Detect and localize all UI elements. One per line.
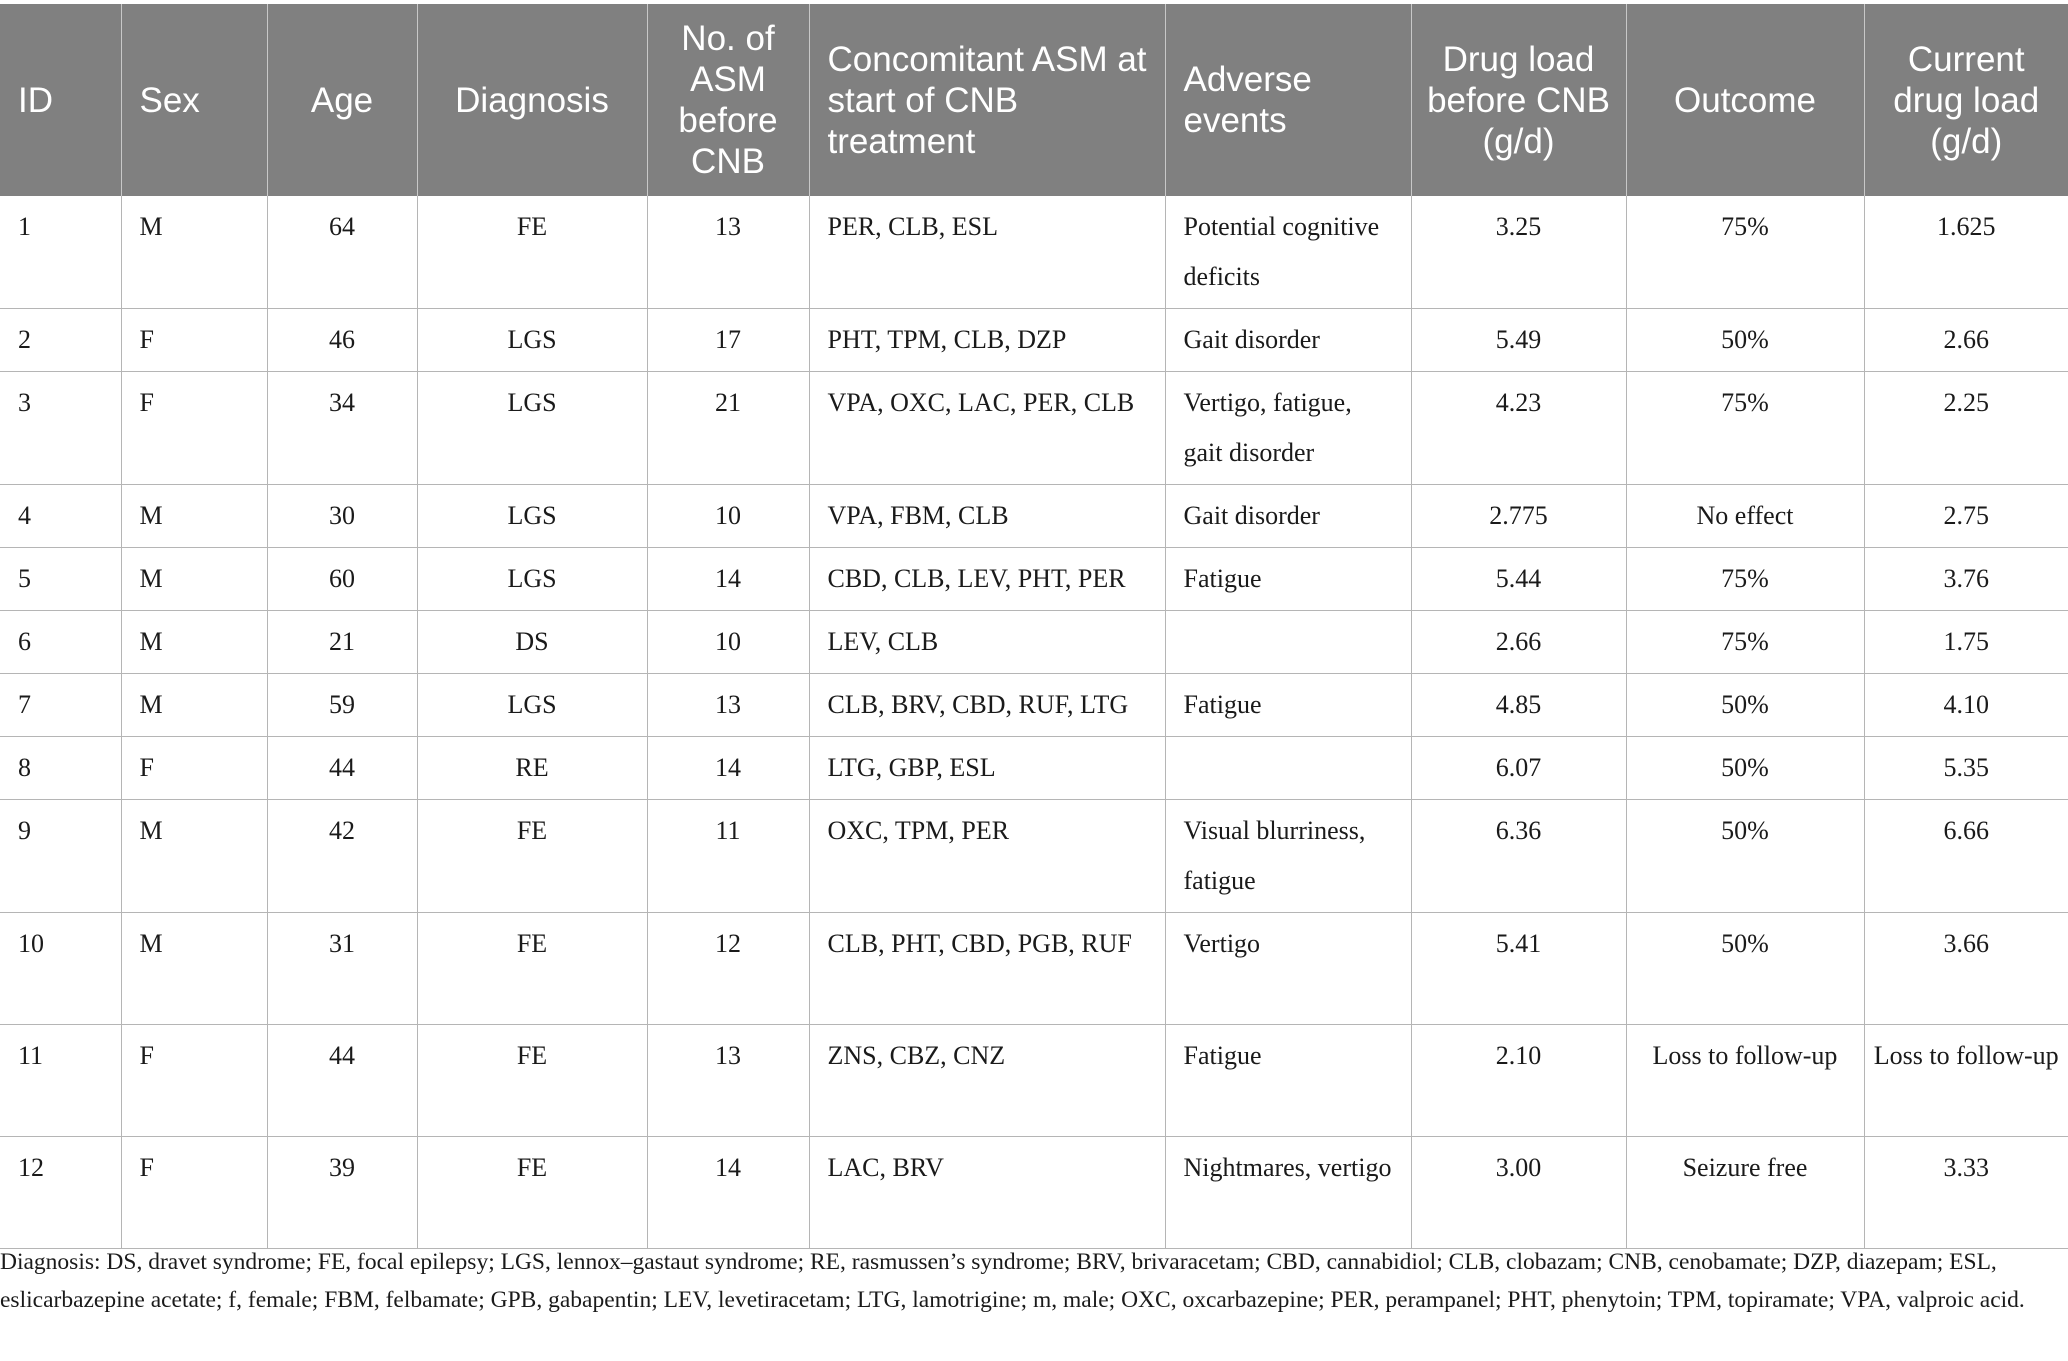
cell-age: 44 [267, 737, 417, 800]
cell-diagnosis: LGS [417, 548, 647, 611]
cell-current-load: 1.75 [1864, 611, 2068, 674]
header-outcome: Outcome [1626, 4, 1864, 196]
cell-age: 59 [267, 674, 417, 737]
table-row [0, 1137, 2068, 1249]
table-header [0, 4, 2068, 196]
cell-outcome: 50% [1626, 309, 1864, 372]
cell-no-asm: 13 [647, 1025, 809, 1137]
table-row [0, 1025, 2068, 1137]
table-row [0, 611, 2068, 674]
cell-adverse: Visual blurriness, fatigue [1165, 800, 1411, 913]
cell-no-asm: 17 [647, 309, 809, 372]
cell-diagnosis: FE [417, 913, 647, 1025]
cell-drug-load-before: 5.44 [1411, 548, 1626, 611]
cell-adverse: Fatigue [1165, 674, 1411, 737]
cell-diagnosis: LGS [417, 309, 647, 372]
cell-drug-load-before: 6.07 [1411, 737, 1626, 800]
cell-adverse: Potential cognitive deficits [1165, 196, 1411, 309]
header-no-asm: No. of ASM before CNB [647, 4, 809, 196]
cell-current-load: 4.10 [1864, 674, 2068, 737]
table-row [0, 485, 2068, 548]
cell-age: 21 [267, 611, 417, 674]
cell-adverse: Vertigo [1165, 913, 1411, 1025]
cell-diagnosis: FE [417, 196, 647, 309]
cell-outcome: Loss to follow-up [1626, 1025, 1864, 1137]
cell-no-asm: 13 [647, 674, 809, 737]
cell-outcome: 50% [1626, 913, 1864, 1025]
cell-id: 5 [0, 548, 121, 611]
cell-drug-load-before: 3.00 [1411, 1137, 1626, 1249]
cell-sex: F [121, 737, 267, 800]
cell-outcome: 50% [1626, 737, 1864, 800]
cell-id: 6 [0, 611, 121, 674]
cell-no-asm: 21 [647, 372, 809, 485]
cell-diagnosis: FE [417, 1025, 647, 1137]
table-row [0, 737, 2068, 800]
header-age: Age [267, 4, 417, 196]
patient-table [0, 4, 2068, 1249]
cell-adverse: Gait disorder [1165, 485, 1411, 548]
cell-no-asm: 14 [647, 1137, 809, 1249]
cell-current-load: 3.66 [1864, 913, 2068, 1025]
cell-drug-load-before: 2.66 [1411, 611, 1626, 674]
cell-id: 11 [0, 1025, 121, 1137]
cell-concomitant: CLB, PHT, CBD, PGB, RUF [809, 913, 1165, 1025]
cell-adverse: Nightmares, vertigo [1165, 1137, 1411, 1249]
cell-drug-load-before: 5.49 [1411, 309, 1626, 372]
cell-drug-load-before: 4.85 [1411, 674, 1626, 737]
header-sex: Sex [121, 4, 267, 196]
cell-sex: F [121, 1137, 267, 1249]
header-current-load: Current drug load (g/d) [1864, 4, 2068, 196]
cell-concomitant: VPA, FBM, CLB [809, 485, 1165, 548]
cell-adverse: Fatigue [1165, 548, 1411, 611]
cell-drug-load-before: 4.23 [1411, 372, 1626, 485]
cell-no-asm: 11 [647, 800, 809, 913]
cell-diagnosis: FE [417, 800, 647, 913]
cell-outcome: 50% [1626, 800, 1864, 913]
cell-drug-load-before: 5.41 [1411, 913, 1626, 1025]
cell-current-load: 2.66 [1864, 309, 2068, 372]
patient-table-container [0, 4, 2068, 1249]
cell-age: 46 [267, 309, 417, 372]
cell-adverse [1165, 611, 1411, 674]
cell-current-load: 2.25 [1864, 372, 2068, 485]
cell-outcome: No effect [1626, 485, 1864, 548]
cell-diagnosis: FE [417, 1137, 647, 1249]
cell-diagnosis: LGS [417, 372, 647, 485]
cell-age: 42 [267, 800, 417, 913]
header-concomitant: Concomitant ASM at start of CNB treatment [809, 4, 1165, 196]
cell-no-asm: 14 [647, 737, 809, 800]
cell-outcome: 50% [1626, 674, 1864, 737]
cell-id: 1 [0, 196, 121, 309]
cell-id: 10 [0, 913, 121, 1025]
cell-id: 8 [0, 737, 121, 800]
cell-age: 64 [267, 196, 417, 309]
cell-outcome: 75% [1626, 196, 1864, 309]
cell-id: 7 [0, 674, 121, 737]
cell-concomitant: CBD, CLB, LEV, PHT, PER [809, 548, 1165, 611]
cell-age: 34 [267, 372, 417, 485]
cell-no-asm: 10 [647, 611, 809, 674]
cell-current-load: 3.33 [1864, 1137, 2068, 1249]
table-footnote: Diagnosis: DS, dravet syndrome; FE, focal epilepsy; LGS, lennox–gastaut syndrome; RE, rasmussen’s syndrome; BRV, brivaracetam; CBD, cannabidiol; CLB, clobazam; CNB, cenobamate; DZP, diazepam; ESL, eslicarbazepine acetate; f, female; FBM, felbamate; GPB, gabapentin; LEV, levetiracetam; LTG, lamotrigine; m, male; OXC, oxcarbazepine; PER, perampanel; PHT, phenytoin; TPM, topiramate; VPA, valproic acid. [0, 1249, 2025, 1313]
cell-id: 4 [0, 485, 121, 548]
cell-sex: M [121, 196, 267, 309]
cell-id: 9 [0, 800, 121, 913]
cell-diagnosis: DS [417, 611, 647, 674]
cell-concomitant: PHT, TPM, CLB, DZP [809, 309, 1165, 372]
cell-concomitant: VPA, OXC, LAC, PER, CLB [809, 372, 1165, 485]
cell-age: 39 [267, 1137, 417, 1249]
table-row [0, 913, 2068, 1025]
header-diagnosis: Diagnosis [417, 4, 647, 196]
cell-outcome: 75% [1626, 548, 1864, 611]
cell-diagnosis: RE [417, 737, 647, 800]
header-id: ID [0, 4, 121, 196]
header-row [0, 4, 2068, 196]
cell-no-asm: 14 [647, 548, 809, 611]
cell-concomitant: LEV, CLB [809, 611, 1165, 674]
cell-concomitant: OXC, TPM, PER [809, 800, 1165, 913]
cell-no-asm: 12 [647, 913, 809, 1025]
cell-outcome: Seizure free [1626, 1137, 1864, 1249]
cell-sex: M [121, 674, 267, 737]
cell-age: 31 [267, 913, 417, 1025]
cell-age: 60 [267, 548, 417, 611]
cell-sex: M [121, 611, 267, 674]
cell-adverse: Gait disorder [1165, 309, 1411, 372]
cell-drug-load-before: 6.36 [1411, 800, 1626, 913]
cell-drug-load-before: 2.775 [1411, 485, 1626, 548]
cell-drug-load-before: 2.10 [1411, 1025, 1626, 1137]
cell-sex: M [121, 485, 267, 548]
cell-outcome: 75% [1626, 372, 1864, 485]
cell-diagnosis: LGS [417, 674, 647, 737]
cell-current-load: 3.76 [1864, 548, 2068, 611]
cell-current-load: 6.66 [1864, 800, 2068, 913]
cell-concomitant: CLB, BRV, CBD, RUF, LTG [809, 674, 1165, 737]
cell-drug-load-before: 3.25 [1411, 196, 1626, 309]
header-adverse: Adverse events [1165, 4, 1411, 196]
table-row [0, 800, 2068, 913]
cell-current-load: 5.35 [1864, 737, 2068, 800]
cell-concomitant: ZNS, CBZ, CNZ [809, 1025, 1165, 1137]
cell-sex: M [121, 800, 267, 913]
cell-age: 30 [267, 485, 417, 548]
cell-id: 3 [0, 372, 121, 485]
cell-id: 12 [0, 1137, 121, 1249]
cell-adverse: Vertigo, fatigue, gait disorder [1165, 372, 1411, 485]
cell-sex: F [121, 309, 267, 372]
cell-no-asm: 10 [647, 485, 809, 548]
table-row [0, 674, 2068, 737]
cell-no-asm: 13 [647, 196, 809, 309]
cell-id: 2 [0, 309, 121, 372]
cell-sex: F [121, 372, 267, 485]
cell-age: 44 [267, 1025, 417, 1137]
header-drug-load-before: Drug load before CNB (g/d) [1411, 4, 1626, 196]
table-body [0, 196, 2068, 1249]
cell-current-load: Loss to follow-up [1864, 1025, 2068, 1137]
table-row [0, 309, 2068, 372]
table-row [0, 548, 2068, 611]
cell-adverse [1165, 737, 1411, 800]
cell-current-load: 1.625 [1864, 196, 2068, 309]
cell-concomitant: LAC, BRV [809, 1137, 1165, 1249]
cell-sex: M [121, 913, 267, 1025]
cell-concomitant: LTG, GBP, ESL [809, 737, 1165, 800]
table-row [0, 372, 2068, 485]
cell-diagnosis: LGS [417, 485, 647, 548]
cell-sex: M [121, 548, 267, 611]
cell-sex: F [121, 1025, 267, 1137]
cell-outcome: 75% [1626, 611, 1864, 674]
cell-concomitant: PER, CLB, ESL [809, 196, 1165, 309]
cell-adverse: Fatigue [1165, 1025, 1411, 1137]
cell-current-load: 2.75 [1864, 485, 2068, 548]
table-row [0, 196, 2068, 309]
